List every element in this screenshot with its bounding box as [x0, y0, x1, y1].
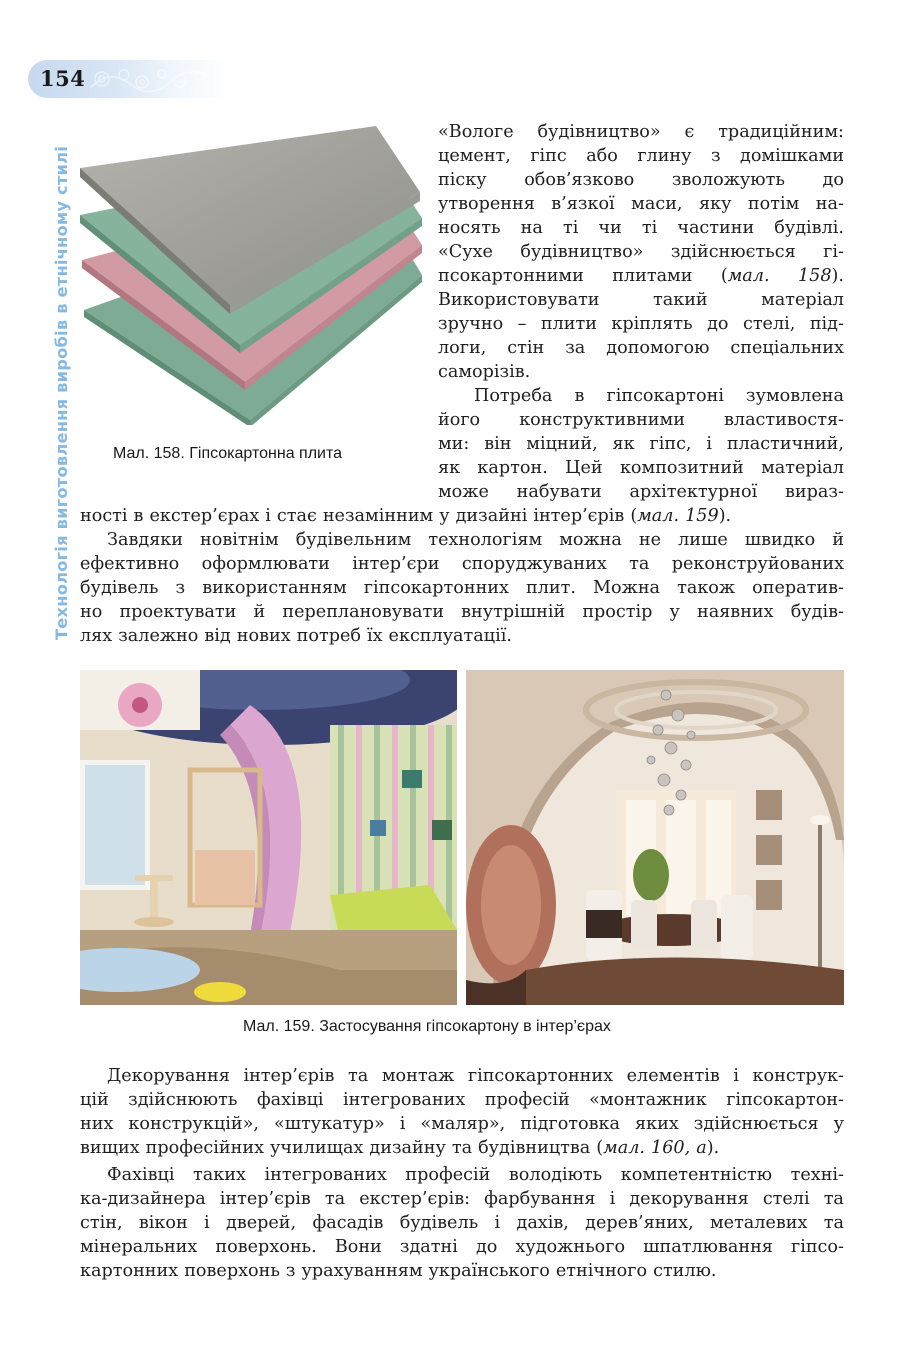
- text-line: но проектувати й переплановувати внутрішній простір у наявних будів-: [80, 602, 844, 622]
- text-line: ка-дизайнера інтер’єрів та екстер’єрів: фарбування і декорування стелі та: [80, 1189, 844, 1209]
- text-line: них конструкцій», «штукатур» і «маляр», підготовка яких здійснюється у: [80, 1114, 844, 1134]
- text-line: його конструктивними властивостя-: [438, 410, 844, 430]
- page-number: 154: [40, 66, 86, 91]
- kids-room-photo: [80, 670, 457, 1005]
- text-line: картонних поверхонь з урахуванням українського етнічного стилю.: [80, 1261, 717, 1281]
- text-line: вищих професійних училищах дизайну та будівництва (мал. 160, а).: [80, 1138, 720, 1158]
- floral-ornament-icon: [90, 64, 220, 94]
- text-line: ефективно оформлювати інтер’єри споруджуваних та реконструйованих: [80, 554, 844, 574]
- text-line: ми: він міцний, як гіпс, і пластичний,: [438, 434, 844, 454]
- text-line: логи, стін за допомогою спеціальних: [438, 338, 844, 358]
- text-line: лях залежно від нових потреб їх експлуатації.: [80, 626, 512, 646]
- text-line: Фахівці таких інтегрованих професій володіють компетентністю техні-: [107, 1165, 844, 1185]
- text-line: ності в екстер’єрах і стає незамінним у дизайні інтер’єрів (мал. 159).: [80, 506, 732, 526]
- text-line: цемент, гіпс або глину з домішками: [438, 146, 844, 166]
- text-line: цій здійснюють фахівці інтегрованих професій «монтажник гіпсокартон-: [80, 1090, 844, 1110]
- text-line: Декорування інтер’єрів та монтаж гіпсокартонних елементів і конструк-: [107, 1066, 844, 1086]
- text-line: мінеральних поверхонь. Вони здатні до художнього шпатлювання гіпсо-: [80, 1237, 844, 1257]
- text-line: «Сухе будівництво» здійснюється гі-: [438, 242, 844, 262]
- text-line: «Вологе будівництво» є традиційним:: [438, 122, 844, 142]
- text-line: Завдяки новітнім будівельним технологіям можна не лише швидко й: [107, 530, 844, 550]
- text-line: саморізів.: [438, 362, 531, 382]
- text-line: піску обов’язково зволожують до: [438, 170, 844, 190]
- text-line: як картон. Цей композитний матеріал: [438, 458, 844, 478]
- text-line: може набувати архітектурної вираз-: [438, 482, 844, 502]
- page-header-band: [28, 60, 228, 98]
- text-line: зручно – плити кріплять до стелі, під-: [438, 314, 844, 334]
- dining-room-photo: [466, 670, 844, 1005]
- text-line: псокартонними плитами (мал. 158).: [438, 266, 844, 286]
- chapter-side-label: Технологія виготовлення виробів в етнічному стилі: [52, 145, 71, 640]
- text-line: носять на ті чи ті частини будівлі.: [438, 218, 844, 238]
- text-line: будівель з використанням гіпсокартонних плит. Можна також оператив-: [80, 578, 844, 598]
- figure-158-caption: Мал. 158. Гіпсокартонна плита: [113, 445, 343, 462]
- text-line: стін, вікон і дверей, фасадів будівель і дахів, дерев’яних, металевих та: [80, 1213, 844, 1233]
- text-line: утворення в’язкої маси, яку потім на-: [438, 194, 844, 214]
- figure-159-caption: Мал. 159. Застосування гіпсокартону в інтер’єрах: [243, 1018, 611, 1035]
- text-line: Потреба в гіпсокартоні зумовлена: [474, 386, 844, 406]
- gypsum-boards-image: [80, 120, 426, 425]
- text-line: Використовувати такий матеріал: [438, 290, 844, 310]
